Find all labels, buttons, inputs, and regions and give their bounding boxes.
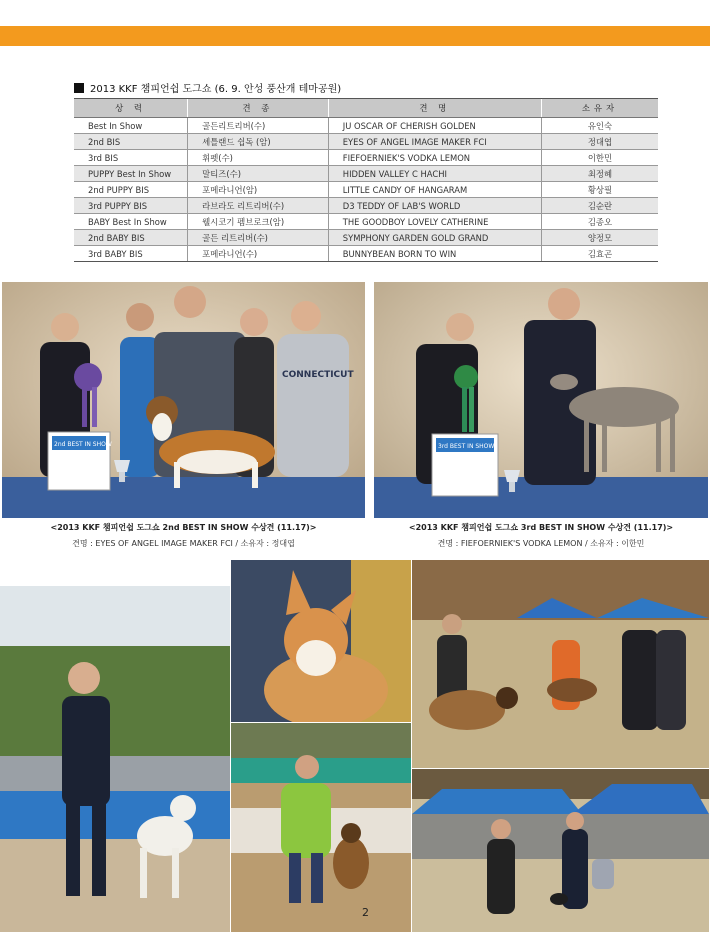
dog-name-cell: HIDDEN VALLEY C HACHI	[328, 166, 541, 182]
header-owner: 소유자	[541, 99, 658, 118]
award-cell: Best In Show	[74, 118, 188, 134]
breed-cell: 셰틀랜드 쉽독 (암)	[188, 134, 329, 150]
award-cell: 2nd PUPPY BIS	[74, 182, 188, 198]
dog-name-cell: EYES OF ANGEL IMAGE MAKER FCI	[328, 134, 541, 150]
orange-header-bar	[0, 26, 710, 46]
table-row	[74, 182, 658, 198]
photo-tent-area	[412, 769, 709, 932]
photo-2nd-bis-winners	[2, 282, 365, 518]
breed-cell: 골든 리트리버(수)	[188, 230, 329, 246]
owner-cell: 양정모	[541, 230, 658, 246]
photo-3rd-bis-winners	[374, 282, 708, 518]
award-cell: 2nd BABY BIS	[74, 230, 188, 246]
award-cell: 3rd BABY BIS	[74, 246, 188, 262]
header-award: 상 력	[74, 99, 188, 118]
owner-cell: 유인숙	[541, 118, 658, 134]
table-row	[74, 118, 658, 134]
page-number: 2	[362, 906, 369, 919]
breed-cell: 골든리트리버(수)	[188, 118, 329, 134]
owner-cell: 정대엽	[541, 134, 658, 150]
section-heading-text: 2013 KKF 챔피언쉽 도그쇼 (6. 9. 안성 풍산개 테마공원)	[90, 84, 342, 95]
owner-cell: 이한민	[541, 150, 658, 166]
dog-name-cell: JU OSCAR OF CHERISH GOLDEN	[328, 118, 541, 134]
caption-2nd-bis	[2, 522, 365, 549]
dog-name-cell: BUNNYBEAN BORN TO WIN	[328, 246, 541, 262]
breed-cell: 포메라니언(수)	[188, 246, 329, 262]
award-cell: BABY Best In Show	[74, 214, 188, 230]
caption-title: <2013 KKF 챔피언쉽 도그쇼 3rd BEST IN SHOW 수상견 (11.17)>	[408, 523, 674, 532]
header-dog-name: 견 명	[328, 99, 541, 118]
breed-cell: 라브라도 리트리버(수)	[188, 198, 329, 214]
sign-text-3rd: 3rd BEST IN SHOW	[438, 443, 495, 450]
dog-name-cell: SYMPHONY GARDEN GOLD GRAND	[328, 230, 541, 246]
award-cell: PUPPY Best In Show	[74, 166, 188, 182]
award-cell: 3rd BIS	[74, 150, 188, 166]
dog-name-cell: LITTLE CANDY OF HANGARAM	[328, 182, 541, 198]
dog-name-cell: D3 TEDDY OF LAB'S WORLD	[328, 198, 541, 214]
breed-cell: 휘펫(수)	[188, 150, 329, 166]
table-row	[74, 246, 658, 262]
table-header-row	[74, 99, 658, 118]
results-table	[74, 98, 658, 262]
table-row	[74, 166, 658, 182]
owner-cell: 김효곤	[541, 246, 658, 262]
bullet-square-icon	[74, 83, 84, 93]
table-row	[74, 150, 658, 166]
owner-cell: 최정혜	[541, 166, 658, 182]
owner-cell: 김종오	[541, 214, 658, 230]
header-breed: 견 종	[188, 99, 329, 118]
photo-handler-with-dog	[0, 586, 230, 932]
award-cell: 2nd BIS	[74, 134, 188, 150]
caption-title: <2013 KKF 챔피언쉽 도그쇼 2nd BEST IN SHOW 수상견 (11.17)>	[50, 523, 317, 532]
photo-outdoor-ring	[412, 560, 709, 768]
table-row	[74, 214, 658, 230]
table-row	[74, 134, 658, 150]
table-row	[74, 198, 658, 214]
owner-cell: 김순란	[541, 198, 658, 214]
owner-cell: 황상필	[541, 182, 658, 198]
sign-text-2nd: 2nd BEST IN SHOW	[54, 441, 112, 448]
award-cell: 3rd PUPPY BIS	[74, 198, 188, 214]
dog-name-cell: FIEFOERNIEK'S VODKA LEMON	[328, 150, 541, 166]
photo-corgi	[231, 560, 411, 722]
caption-3rd-bis	[374, 522, 708, 549]
breed-cell: 웰시코기 펨브로크(암)	[188, 214, 329, 230]
breed-cell: 말티즈(수)	[188, 166, 329, 182]
section-heading	[74, 80, 341, 95]
sweatshirt-text: CONNECTICUT	[282, 370, 354, 380]
caption-subtitle: 견명 : FIEFOERNIEK'S VODKA LEMON / 소유자 : 이한민	[437, 539, 645, 548]
caption-subtitle: 견명 : EYES OF ANGEL IMAGE MAKER FCI / 소유자 : 정대엽	[72, 539, 295, 548]
table-row	[74, 230, 658, 246]
dog-name-cell: THE GOODBOY LOVELY CATHERINE	[328, 214, 541, 230]
breed-cell: 포메라니언(암)	[188, 182, 329, 198]
photo-green-jacket-handler	[231, 723, 411, 932]
